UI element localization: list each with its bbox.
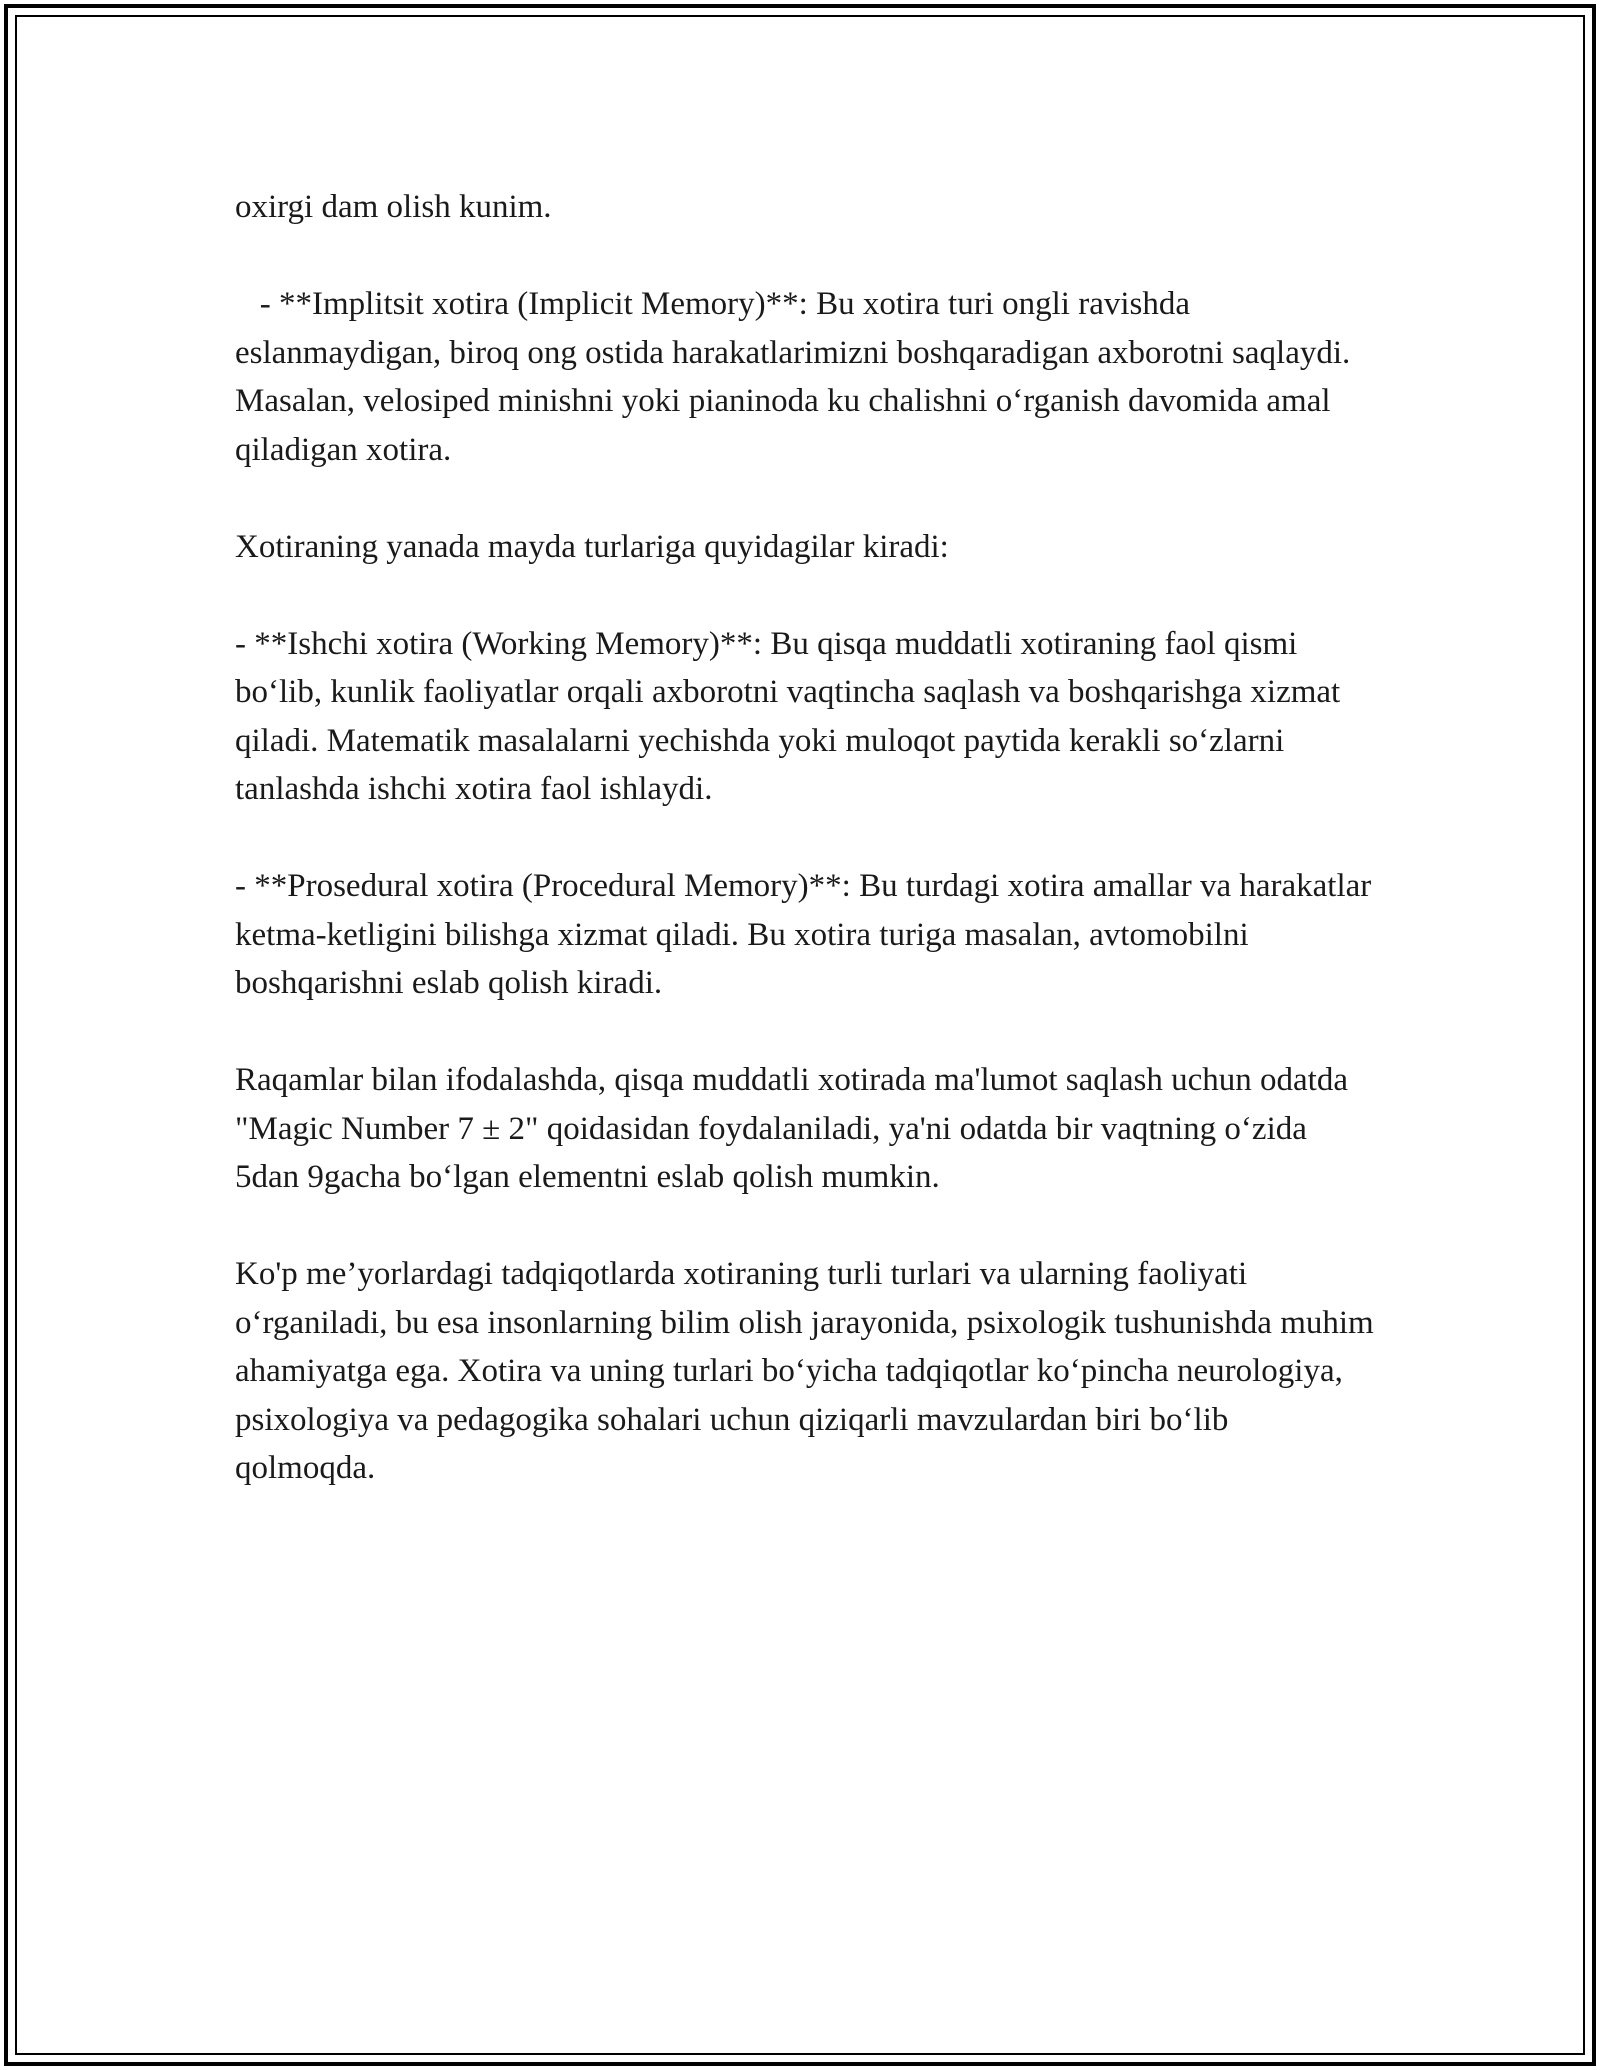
paragraph-procedural-memory: - **Prosedural xotira (Procedural Memory)**: Bu turdagi xotira amallar va harakatlar ketma-ketligini bilishga xizmat qiladi. Bu xotira turiga masalan, avtomobilni boshqarishni eslab qolish kiradi. [235,868,1380,1001]
document-body [235,183,1382,1493]
paragraph-working-memory: - **Ishchi xotira (Working Memory)**: Bu qisqa muddatli xotiraning faol qismi bo‘lib, kunlik faoliyatlar orqali axborotni vaqtincha saqlash va boshqarishga xizmat qiladi. Matematik masalalarni yechishda yoki muloqot paytida kerakli so‘zlarni tanlashda ishchi xotira faol ishlaydi. [235,625,1349,807]
paragraph-implicit-memory: - **Implitsit xotira (Implicit Memory)**: Bu xotira turi ongli ravishda eslanmaydigan, biroq ong ostida harakatlarimizni boshqaradigan axborotni saqlaydi. Masalan, velosiped minishni yoki pianinoda ku chalishni o‘rganish davomida amal qiladigan xotira. [235,286,1359,468]
paragraph-magic-number: Raqamlar bilan ifodalashda, qisqa muddatli xotirada ma'lumot saqlash uchun odatda "Magic Number 7 ± 2" qoidasidan foydalaniladi, ya'ni odatda bir vaqtning o‘zida 5dan 9gacha bo‘lgan elementni eslab qolish mumkin. [235,1062,1357,1195]
paragraph-subtypes-intro: Xotiraning yanada mayda turlariga quyidagilar kiradi: [235,528,949,565]
paragraph-research: Ko'p me’yorlardagi tadqiqotlarda xotiraning turli turlari va ularning faoliyati o‘rganiladi, bu esa insonlarning bilim olish jarayonida, psixologik tushunishda muhim ahamiyatga ega. Xotira va uning turlari bo‘yicha tadqiqotlar ko‘pincha neurologiya, psixologiya va pedagogika sohalari uchun qiziqarli mavzulardan biri bo‘lib qolmoqda. [235,1256,1382,1486]
paragraph-continuation: oxirgi dam olish kunim. [235,189,552,225]
